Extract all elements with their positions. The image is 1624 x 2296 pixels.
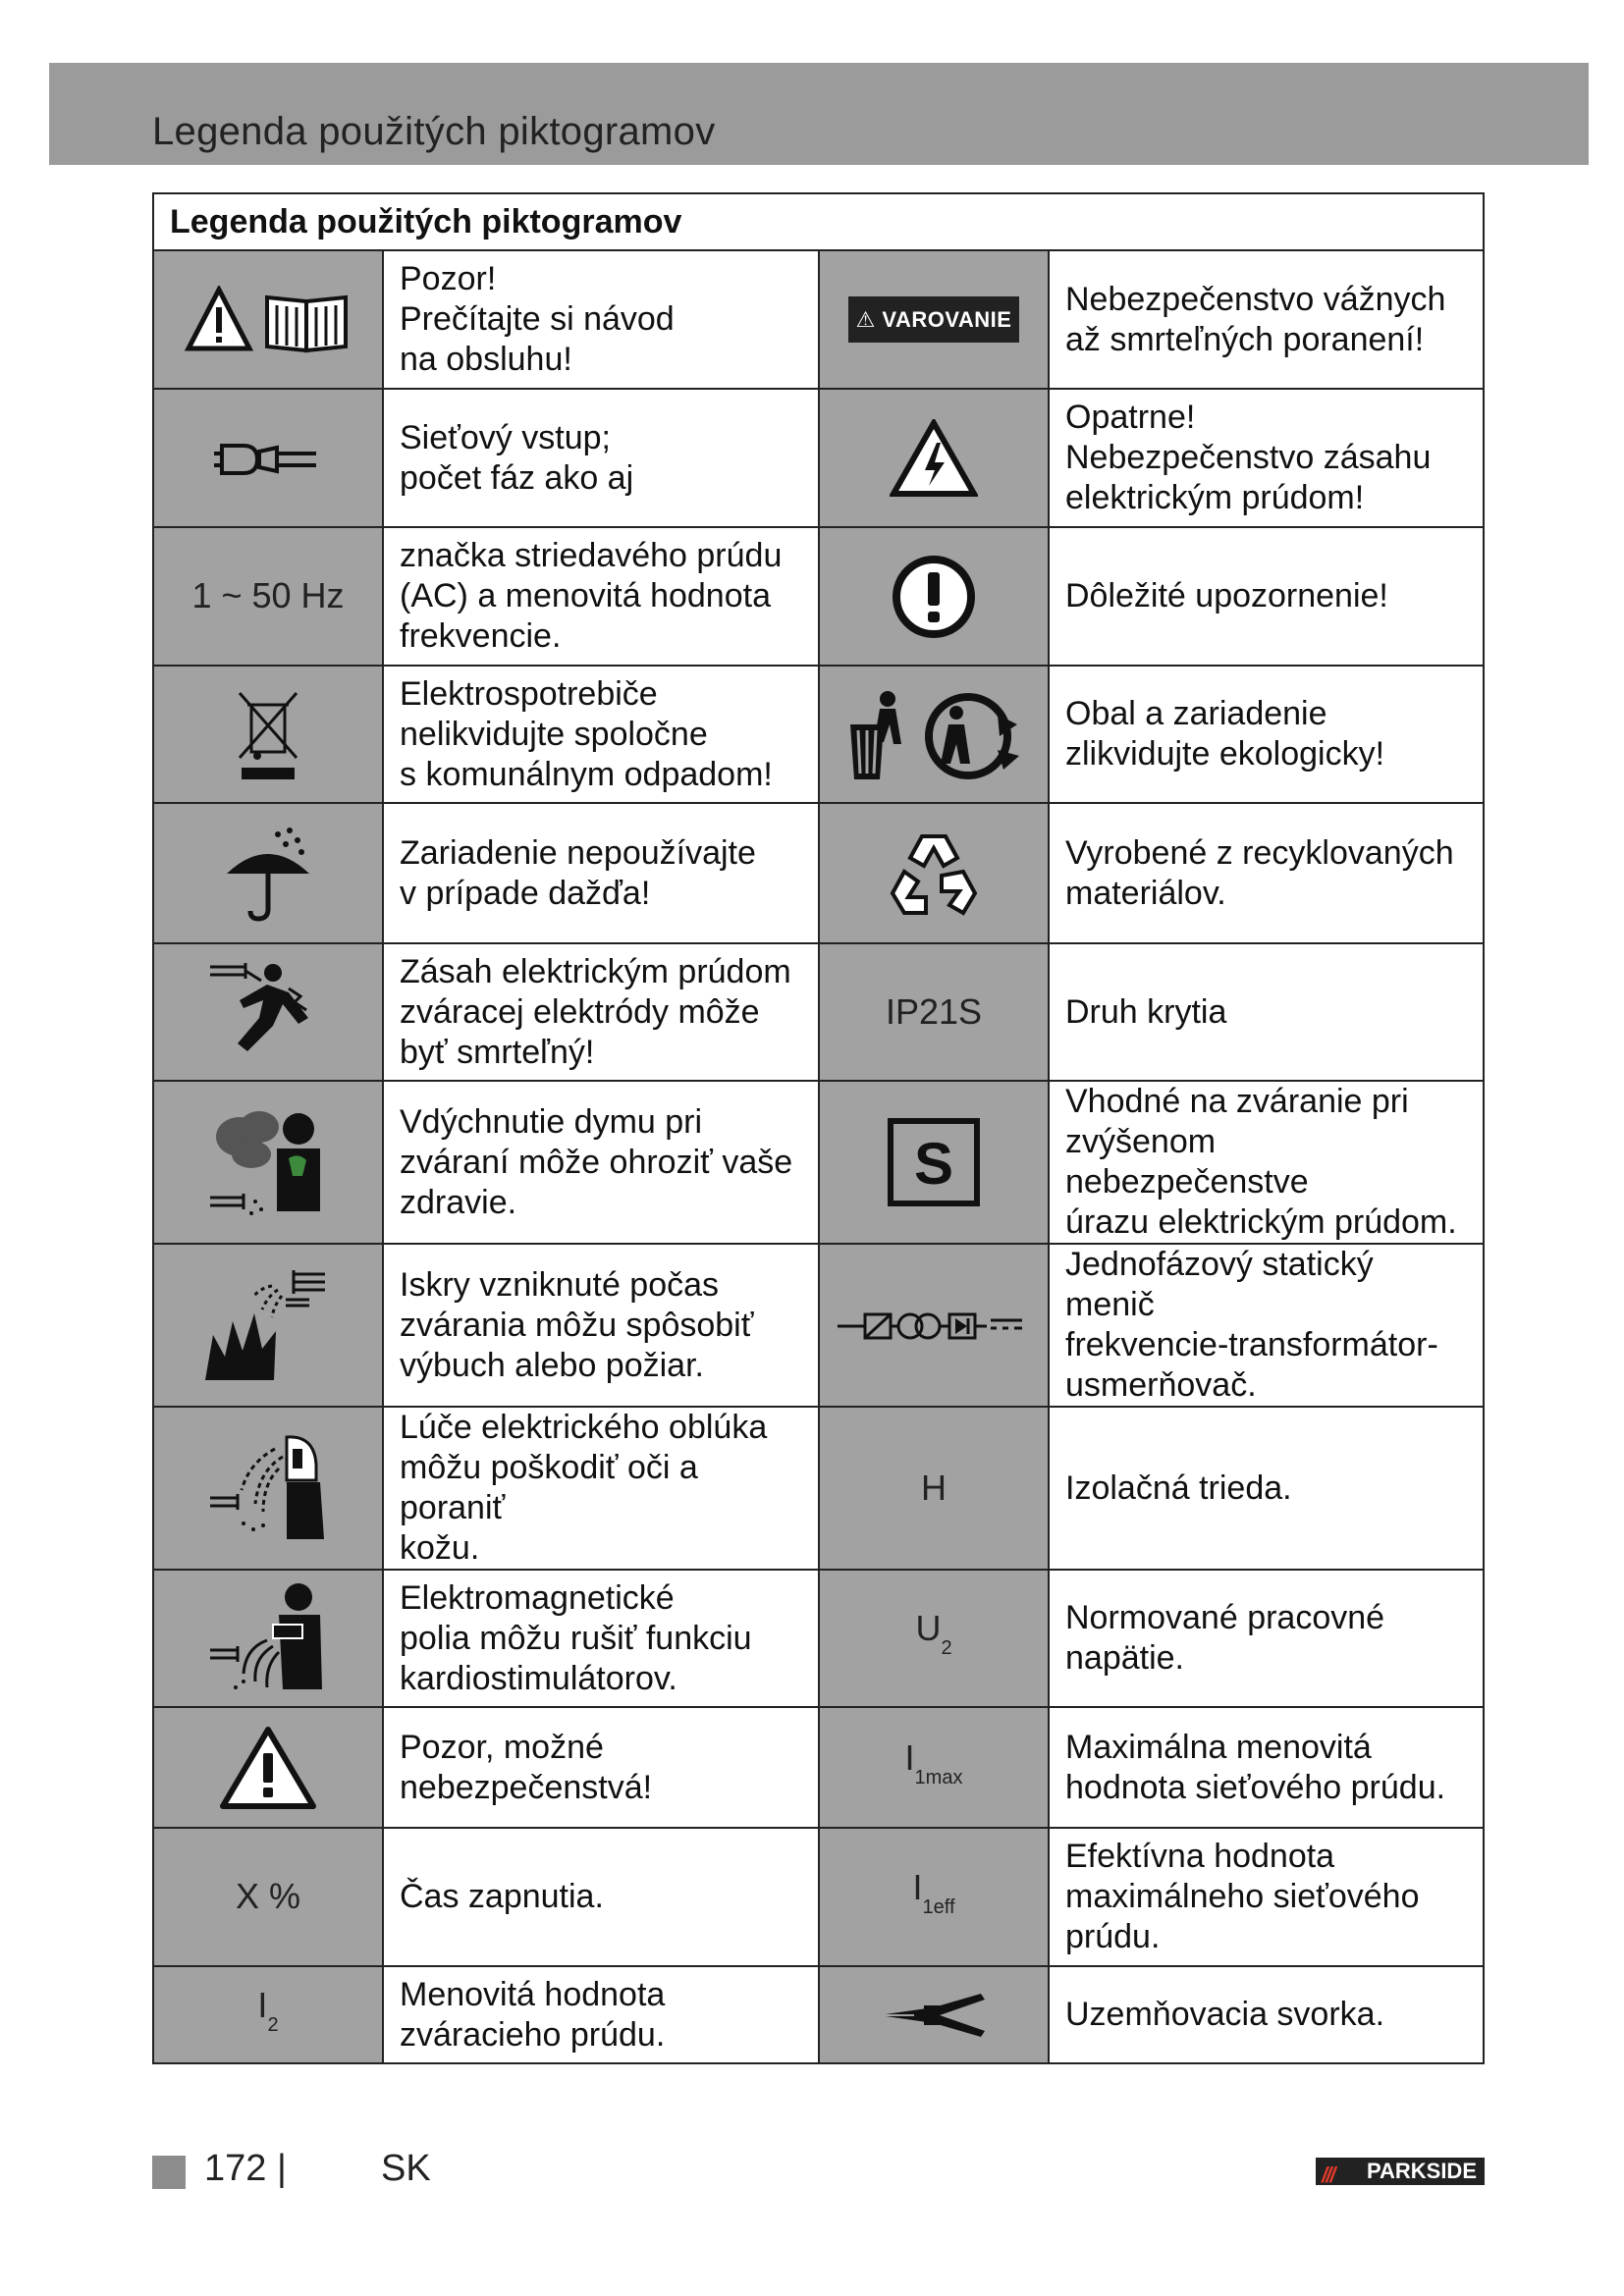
svg-text:S: S [913, 1131, 954, 1197]
warning-manual-icon [153, 250, 383, 389]
electrode-shock-icon [153, 943, 383, 1081]
max-mains-current-symbol: $I_{1max}$ [819, 1707, 1049, 1828]
table-row [153, 1828, 1484, 1966]
table-row [153, 1707, 1484, 1828]
pictogram-legend-table [152, 192, 1485, 2064]
table-row [153, 1244, 1484, 1407]
legend-text: Elektromagnetické polia môžu rušiť funkciu kardiostimulátorov. [383, 1570, 819, 1707]
legend-text: Efektívna hodnota maximálneho sieťového prúdu. [1049, 1828, 1484, 1966]
table-row [153, 803, 1484, 943]
welding-fumes-icon [153, 1081, 383, 1244]
legend-text: Izolačná trieda. [1049, 1407, 1484, 1570]
effective-current-symbol: $I_{1eff}$ [819, 1828, 1049, 1966]
crossed-bin-icon [153, 666, 383, 803]
language-code: SK [381, 2148, 431, 2189]
table-row [153, 666, 1484, 803]
legend-text: Normované pracovné napätie. [1049, 1570, 1484, 1707]
legend-text: Maximálna menovitá hodnota sieťového prúdu. [1049, 1707, 1484, 1828]
page-number: 172 | [204, 2148, 287, 2189]
warning-triangle-icon [153, 1707, 383, 1828]
legend-text: Lúče elektrického oblúka môžu poškodiť oči a poraniť kožu. [383, 1407, 819, 1570]
table-row [153, 527, 1484, 666]
exclamation-circle-icon [819, 527, 1049, 666]
legend-text: Iskry vzniknuté počas zvárania môžu spôsobiť výbuch alebo požiar. [383, 1244, 819, 1407]
rated-voltage-symbol: $U_2$ [819, 1570, 1049, 1707]
legend-text: Nebezpečenstvo vážnych až smrteľných poranení! [1049, 250, 1484, 389]
legend-text: Uzemňovacia svorka. [1049, 1966, 1484, 2063]
recycle-icon [819, 803, 1049, 943]
duty-cycle-symbol: X % [153, 1828, 383, 1966]
legend-text: Zásah elektrickým prúdom zváracej elektródy môže byť smrteľný! [383, 943, 819, 1081]
dispose-recycle-icon [819, 666, 1049, 803]
table-row [153, 1570, 1484, 1707]
inverter-transformer-rectifier-icon [819, 1244, 1049, 1407]
page-title: Legenda použitých piktogramov [152, 110, 716, 153]
legend-text: Obal a zariadenie zlikvidujte ekologicky! [1049, 666, 1484, 803]
mains-plug-icon [153, 389, 383, 527]
legend-text: Pozor, možné nebezpečenstvá! [383, 1707, 819, 1828]
legend-text: Sieťový vstup; počet fáz ako aj [383, 389, 819, 527]
s-mark-symbol [819, 1081, 1049, 1244]
pacemaker-field-icon [153, 1570, 383, 1707]
arc-rays-icon [153, 1407, 383, 1570]
table-row [153, 389, 1484, 527]
legend-text: Čas zapnutia. [383, 1828, 819, 1966]
warning-label-icon: ⚠ VAROVANIE [819, 250, 1049, 389]
electric-shock-warning-icon [819, 389, 1049, 527]
legend-text: Vdýchnutie dymu pri zváraní môže ohroziť vaše zdravie. [383, 1081, 819, 1244]
sparks-fire-icon [153, 1244, 383, 1407]
ground-clamp-icon [819, 1966, 1049, 2063]
table-row [153, 943, 1484, 1081]
legend-text: Jednofázový statický menič frekvencie-transformátor- usmerňovač. [1049, 1244, 1484, 1407]
welding-current-symbol: $I_2$ [153, 1966, 383, 2063]
frequency-symbol: 1 ~ 50 Hz [153, 527, 383, 666]
table-title: Legenda použitých piktogramov [153, 193, 1484, 250]
brand-logo: /// PARKSIDE [1316, 2158, 1485, 2185]
legend-text: Vyrobené z recyklovaných materiálov. [1049, 803, 1484, 943]
ip-rating-symbol: IP21S [819, 943, 1049, 1081]
legend-text: Elektrospotrebiče nelikvidujte spoločne s komunálnym odpadom! [383, 666, 819, 803]
table-row [153, 1966, 1484, 2063]
legend-text: Menovitá hodnota zváracieho prúdu. [383, 1966, 819, 2063]
header-bar [49, 63, 1589, 165]
legend-text: značka striedavého prúdu (AC) a menovitá hodnota frekvencie. [383, 527, 819, 666]
insulation-class-symbol: H [819, 1407, 1049, 1570]
legend-text: Druh krytia [1049, 943, 1484, 1081]
table-row [153, 1081, 1484, 1244]
legend-text: Pozor! Prečítajte si návod na obsluhu! [383, 250, 819, 389]
table-row [153, 250, 1484, 389]
legend-text: Zariadenie nepoužívajte v prípade dažďa! [383, 803, 819, 943]
legend-text: Dôležité upozornenie! [1049, 527, 1484, 666]
legend-text: Vhodné na zváranie pri zvýšenom nebezpečenstve úrazu elektrickým prúdom. [1049, 1081, 1484, 1244]
footer-marker [152, 2156, 186, 2189]
umbrella-rain-icon [153, 803, 383, 943]
table-row [153, 1407, 1484, 1570]
legend-text: Opatrne! Nebezpečenstvo zásahu elektrickým prúdom! [1049, 389, 1484, 527]
